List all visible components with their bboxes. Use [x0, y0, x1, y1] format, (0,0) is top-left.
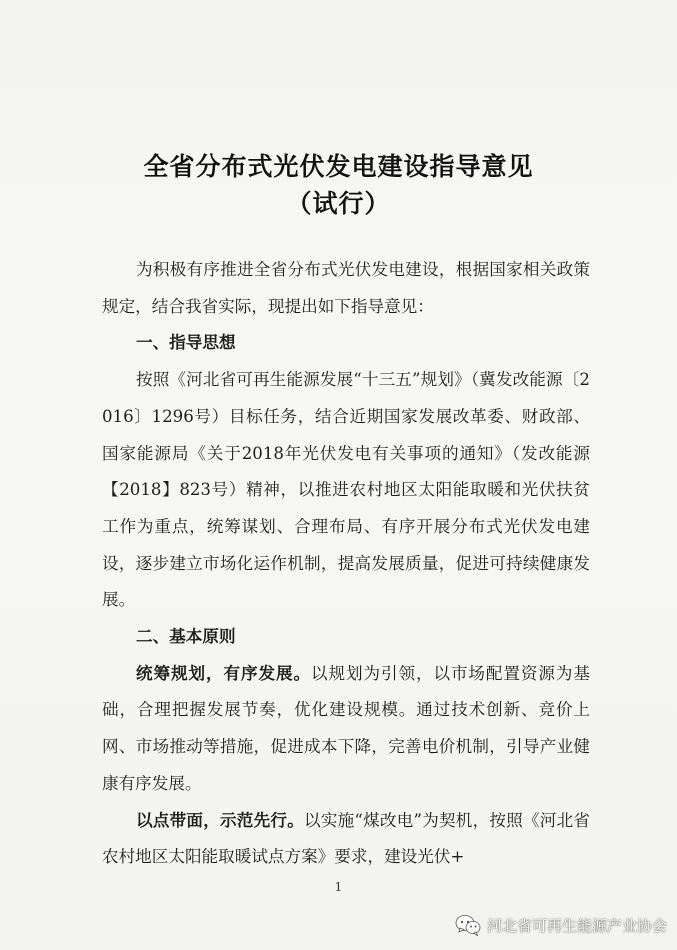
- principle-paragraph-planning: [102, 656, 590, 803]
- guiding-ideology-paragraph: 按照《河北省可再生能源发展“十三五”规划》（冀发改能源〔2016〕1296号）目标任务，结合近期国家发展改革委、财政部、国家能源局《关于2018年光伏发电有关事项的通知》（发改能源【2018】823号）精神，以推进农村地区太阳能取暖和光伏扶贫工作为重点，统筹谋划、合理布局、有序开展分布式光伏发电建设，逐步建立市场化运作机制，提高发展质量，促进可持续健康发展。: [102, 370, 590, 610]
- wechat-watermark: [455, 914, 667, 936]
- principle-text-planning: 以规划为引领，以市场配置资源为基础，合理把握发展节奏，优化建设规模。通过技术创新、竞价上网、市场推动等措施，促进成本下降，完善电价机制，引导产业健康有序发展。: [102, 663, 591, 793]
- principle-lead-demonstration: 以点带面，示范先行。: [136, 810, 305, 830]
- watermark-text: 河北省可再生能源产业协会: [486, 916, 667, 935]
- document-subtitle: （试行）: [286, 189, 391, 218]
- intro-paragraph: 为积极有序推进全省分布式光伏发电建设，根据国家相关政策规定，结合我省实际，现提出如下指导意见：: [102, 260, 590, 316]
- principle-lead-planning: 统筹规划，有序发展。: [136, 663, 311, 683]
- page-number: 1: [334, 880, 343, 894]
- principle-text-demonstration: 以实施“煤改电”为契机，按照《河北省农村地区太阳能取暖试点方案》要求，建设光伏+: [102, 810, 591, 867]
- document-body: [102, 252, 590, 876]
- section-heading-guiding-ideology: 一、指导思想: [136, 333, 236, 353]
- principle-paragraph-demonstration: [102, 803, 590, 876]
- section-heading-basic-principles: 二、基本原则: [136, 627, 236, 647]
- document-title: 全省分布式光伏发电建设指导意见: [143, 152, 534, 181]
- wechat-icon: [455, 914, 481, 936]
